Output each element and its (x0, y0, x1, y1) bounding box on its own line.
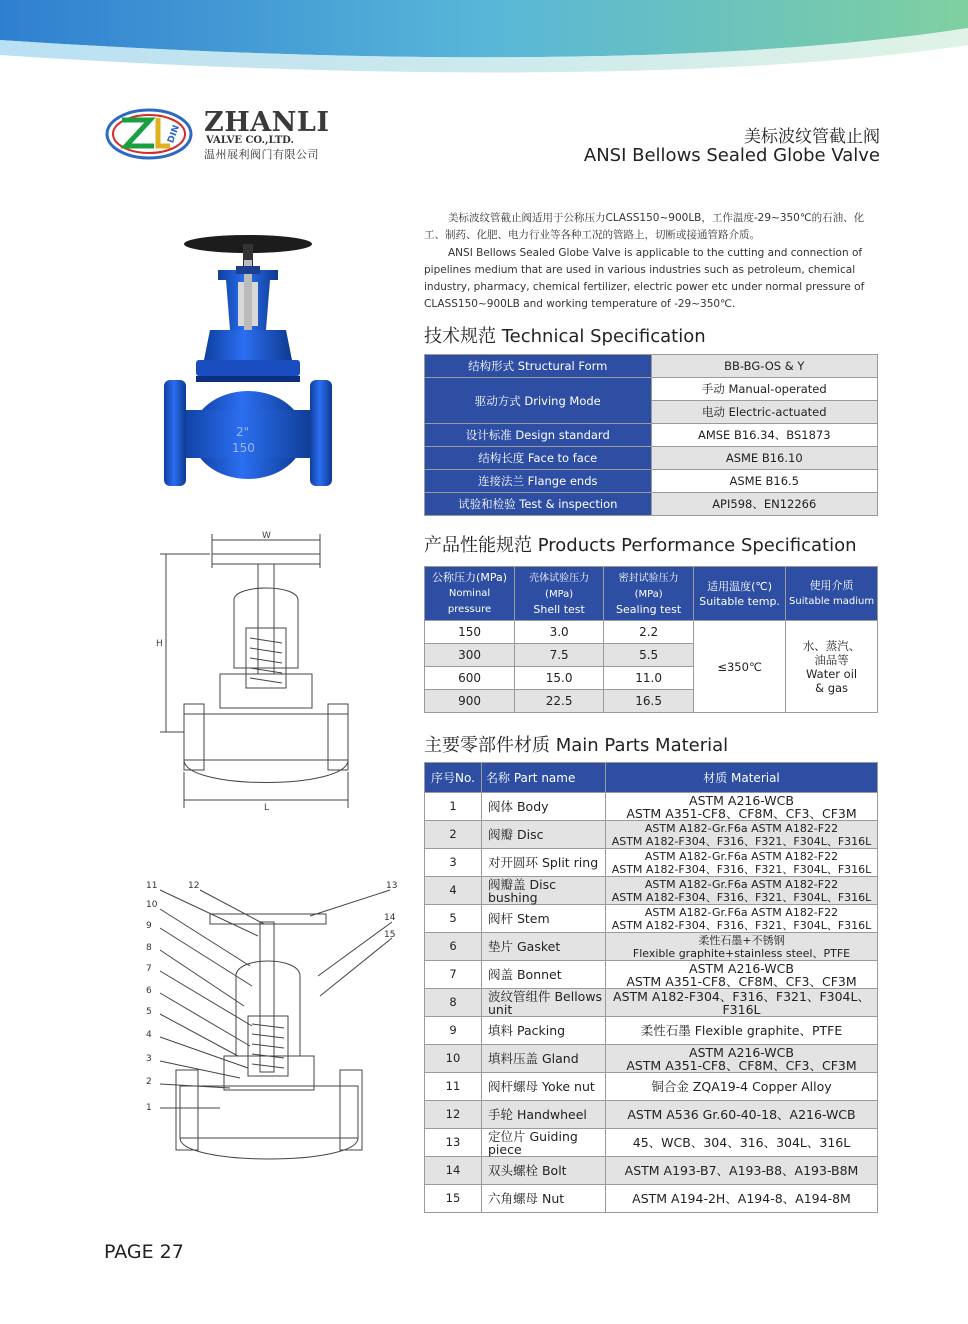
page-title-cn: 美标波纹管截止阀 (744, 127, 880, 147)
part-material (606, 849, 878, 877)
callout-2: 2 (146, 1077, 152, 1087)
material-line: ASTM A182-F304、F316、F321、F304L、F316L (611, 834, 872, 848)
callout-6: 6 (146, 986, 152, 996)
material-line: ASTM A182-F304、F316、F321、F304L、F316L (611, 918, 872, 932)
part-material (606, 877, 878, 905)
parts-row (425, 849, 878, 877)
perf-header: 适用温度(℃) Suitable temp. (694, 567, 786, 621)
dim-w-label: W (262, 531, 271, 541)
material-line: 铜合金 ZQA19-4 Copper Alloy (651, 1079, 832, 1094)
part-material (606, 1073, 878, 1101)
part-number: 14 (425, 1157, 482, 1185)
spec-label: 连接法兰 Flange ends (425, 470, 652, 493)
parts-row (425, 1073, 878, 1101)
material-line: ASTM A216-WCB (689, 960, 794, 976)
part-number: 8 (425, 989, 482, 1017)
parts-row (425, 1157, 878, 1185)
spec-value: ASME B16.10 (651, 447, 878, 470)
material-line: ASTM A351-CF8、CF8M、CF3、CF3M (626, 805, 857, 821)
material-line: ASTM A182-Gr.F6a ASTM A182-F22 (644, 821, 839, 835)
parts-row (425, 1101, 878, 1129)
spec-value: AMSE B16.34、BS1873 (651, 424, 878, 447)
perf-cell: 300 (425, 644, 515, 667)
part-material (606, 933, 878, 961)
material-line: ASTM A182-Gr.F6a ASTM A182-F22 (644, 849, 839, 863)
spec-label: 试验和检验 Test & inspection (425, 493, 652, 516)
tech-spec-title: 技术规范 Technical Specification (424, 326, 706, 347)
perf-cell: 900 (425, 690, 515, 713)
perf-cell: 3.0 (515, 621, 604, 644)
intro-cn: 美标波纹管截止阀适用于公称压力CLASS150~900LB，工作温度-29~350℃的石油、化工、制药、化肥、电力行业等各种工况的管路上，切断或接通管路介质。 (424, 212, 865, 241)
performance-title: 产品性能规范 Products Performance Specification (424, 535, 857, 556)
parts-row (425, 1045, 878, 1073)
page-title-en: ANSI Bellows Sealed Globe Valve (583, 145, 880, 166)
callout-3: 3 (146, 1054, 152, 1064)
material-line: ASTM A351-CF8、CF8M、CF3、CF3M (626, 973, 857, 989)
material-line: ASTM A182-F304、F316、F321、F304L、F316L (611, 862, 872, 876)
material-line: ASTM A216-WCB (689, 792, 794, 808)
callout-15: 15 (384, 930, 396, 940)
part-name: 填料 Packing (482, 1017, 606, 1045)
spec-value: BB-BG-OS & Y (651, 355, 878, 378)
material-line: ASTM A182-F304、F316、F321、F304L、F316L (613, 988, 870, 1017)
part-number: 12 (425, 1101, 482, 1129)
part-name: 阀杆螺母 Yoke nut (482, 1073, 606, 1101)
perf-header: 密封试验压力(MPa) Sealing test (604, 567, 694, 621)
material-line: ASTM A351-CF8、CF8M、CF3、CF3M (626, 1057, 857, 1073)
material-line: Flexible graphite+stainless steel、PTFE (632, 946, 851, 960)
part-material (606, 1129, 878, 1157)
callout-7: 7 (146, 964, 152, 974)
parts-row (425, 1129, 878, 1157)
part-material (606, 1157, 878, 1185)
brand-company-en: VALVE CO.,LTD. (206, 135, 294, 146)
company-logo (104, 106, 194, 162)
perf-header: 公称压力(MPa) Nominal pressure (425, 567, 515, 621)
perf-cell: 600 (425, 667, 515, 690)
part-name: 垫片 Gasket (482, 933, 606, 961)
parts-row (425, 1185, 878, 1213)
parts-row (425, 1017, 878, 1045)
parts-row (425, 933, 878, 961)
spec-label: 驱动方式 Driving Mode (425, 378, 652, 424)
part-name: 双头螺栓 Bolt (482, 1157, 606, 1185)
brand-company-cn: 温州展利阀门有限公司 (204, 148, 319, 161)
spec-value: 手动 Manual-operated (651, 378, 878, 401)
tech-spec-table (424, 354, 878, 516)
part-name: 阀盖 Bonnet (482, 961, 606, 989)
perf-header: 使用介质 Suitable madium (786, 567, 878, 621)
part-number: 11 (425, 1073, 482, 1101)
part-number: 10 (425, 1045, 482, 1073)
parts-header: 材质 Material (606, 763, 878, 793)
perf-cell: 11.0 (604, 667, 694, 690)
material-line: 45、WCB、304、316、304L、316L (632, 1135, 851, 1150)
parts-row (425, 877, 878, 905)
part-name: 对开圆环 Split ring (482, 849, 606, 877)
part-number: 13 (425, 1129, 482, 1157)
parts-row (425, 961, 878, 989)
part-material (606, 1101, 878, 1129)
callout-9: 9 (146, 921, 152, 931)
intro-en: ANSI Bellows Sealed Globe Valve is applicable to the cutting and connection of pipelines medium that are used in various industries such as petroleum, chemical industry, pharmacy, chemical fertilizer, electric power etc under normal pressure of CLASS150~900LB and working temperature of -29~350℃. (424, 247, 865, 310)
callout-1: 1 (146, 1103, 152, 1113)
material-line: ASTM A194-2H、A194-8、A194-8M (632, 1191, 851, 1206)
part-name: 填料压盖 Gland (482, 1045, 606, 1073)
parts-row (425, 905, 878, 933)
spec-label: 结构形式 Structural Form (425, 355, 652, 378)
material-line: ASTM A182-Gr.F6a ASTM A182-F22 (644, 905, 839, 919)
material-line: ASTM A182-F304、F316、F321、F304L、F316L (611, 890, 872, 904)
part-material (606, 1185, 878, 1213)
part-number: 15 (425, 1185, 482, 1213)
spec-label: 设计标准 Design standard (425, 424, 652, 447)
part-material (606, 989, 878, 1017)
sectional-drawing (140, 876, 410, 1172)
page-number: PAGE 27 (104, 1241, 184, 1263)
part-number: 1 (425, 793, 482, 821)
perf-cell: 22.5 (515, 690, 604, 713)
perf-header: 壳体试验压力(MPa) Shell test (515, 567, 604, 621)
callout-13: 13 (386, 881, 398, 891)
material-line: ASTM A216-WCB (689, 1044, 794, 1060)
part-material (606, 905, 878, 933)
parts-row (425, 821, 878, 849)
material-line: ASTM A182-Gr.F6a ASTM A182-F22 (644, 877, 839, 891)
part-material (606, 793, 878, 821)
header-wave-banner (0, 0, 968, 90)
part-name: 阀瓣 Disc (482, 821, 606, 849)
parts-header: 序号No. (425, 763, 482, 793)
dim-l-label: L (264, 803, 270, 813)
material-line: ASTM A536 Gr.60-40-18、A216-WCB (627, 1107, 856, 1122)
brand-name: ZHANLI (204, 107, 330, 138)
parts-row (425, 989, 878, 1017)
svg-text:DIN: DIN (166, 123, 183, 145)
valve-photo (160, 230, 340, 492)
part-material (606, 821, 878, 849)
callout-10: 10 (146, 900, 158, 910)
part-number: 2 (425, 821, 482, 849)
part-number: 9 (425, 1017, 482, 1045)
callout-11: 11 (146, 881, 158, 891)
valve-class-label: 150 (232, 441, 255, 455)
perf-cell: 5.5 (604, 644, 694, 667)
dimension-drawing (150, 528, 360, 818)
perf-temp: ≤350℃ (694, 621, 786, 713)
part-name: 手轮 Handwheel (482, 1101, 606, 1129)
part-name: 阀杆 Stem (482, 905, 606, 933)
part-name: 定位片 Guiding piece (482, 1129, 606, 1157)
part-material (606, 1045, 878, 1073)
part-name: 波纹管组件 Bellows unit (482, 989, 606, 1017)
spec-label: 结构长度 Face to face (425, 447, 652, 470)
callout-5: 5 (146, 1007, 152, 1017)
perf-cell: 15.0 (515, 667, 604, 690)
part-material (606, 1017, 878, 1045)
callout-4: 4 (146, 1030, 152, 1040)
spec-value: ASME B16.5 (651, 470, 878, 493)
dim-h-label: H (156, 639, 163, 649)
parts-header: 名称 Part name (482, 763, 606, 793)
parts-title: 主要零部件材质 Main Parts Material (424, 735, 729, 756)
part-material (606, 961, 878, 989)
part-name: 六角螺母 Nut (482, 1185, 606, 1213)
performance-table (424, 566, 878, 713)
part-number: 3 (425, 849, 482, 877)
part-number: 5 (425, 905, 482, 933)
part-name: 阀瓣盖 Disc bushing (482, 877, 606, 905)
part-number: 6 (425, 933, 482, 961)
callout-14: 14 (384, 913, 396, 923)
perf-medium: 水、蒸汽、 油品等 Water oil & gas (786, 621, 878, 713)
material-line: 柔性石墨+不锈钢 (698, 933, 785, 947)
perf-cell: 7.5 (515, 644, 604, 667)
part-name: 阀体 Body (482, 793, 606, 821)
perf-cell: 150 (425, 621, 515, 644)
perf-cell: 16.5 (604, 690, 694, 713)
callout-12: 12 (188, 881, 200, 891)
spec-value: 电动 Electric-actuated (651, 401, 878, 424)
parts-table (424, 762, 878, 1213)
spec-value: API598、EN12266 (651, 493, 878, 516)
callout-8: 8 (146, 943, 152, 953)
parts-row (425, 793, 878, 821)
part-number: 7 (425, 961, 482, 989)
material-line: 柔性石墨 Flexible graphite、PTFE (640, 1023, 843, 1038)
part-number: 4 (425, 877, 482, 905)
perf-cell: 2.2 (604, 621, 694, 644)
material-line: ASTM A193-B7、A193-B8、A193-B8M (624, 1163, 859, 1178)
valve-size-label: 2" (236, 425, 250, 439)
